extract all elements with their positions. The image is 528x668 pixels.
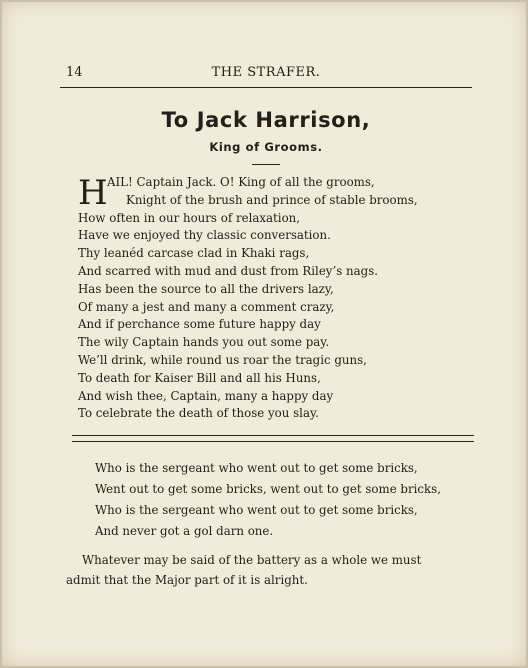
poem-line: And wish thee, Captain, many a happy day: [78, 388, 334, 403]
poem-line: And scarred with mud and dust from Riley’s nags.: [78, 263, 379, 278]
prose-line: admit that the Major part of it is alright.: [66, 573, 308, 587]
header-rule: [60, 87, 472, 88]
poem-line: We’ll drink, while round us roar the tragic guns,: [78, 352, 367, 367]
poem-line: AIL! Captain Jack. O! King of all the grooms,: [107, 175, 375, 189]
running-header: [60, 65, 472, 85]
verse-body: [95, 458, 495, 542]
poem-line: To death for Kaiser Bill and all his Huns,: [78, 370, 321, 385]
poem-title: To Jack Harrison,: [161, 108, 371, 132]
poem-line: Have we enjoyed thy classic conversation.: [78, 228, 331, 243]
prose-paragraph: [66, 550, 486, 590]
prose-line: Whatever may be said of the battery as a whole we must: [82, 553, 422, 567]
running-title: THE STRAFER.: [211, 65, 321, 80]
drop-cap: H: [78, 173, 108, 213]
verse-line: And never got a gol darn one.: [95, 524, 274, 538]
poem-line: To celebrate the death of those you slay.: [78, 406, 319, 421]
poem-line: Knight of the brush and prince of stable brooms,: [126, 192, 418, 207]
book-page: [2, 2, 526, 666]
verse-line: Who is the sergeant who went out to get some bricks,: [95, 503, 418, 517]
verse-line: Who is the sergeant who went out to get some bricks,: [95, 461, 418, 475]
page-number: 14: [66, 65, 83, 80]
poem-body: [78, 174, 478, 423]
verse-line: Went out to get some bricks, went out to get some bricks,: [95, 482, 441, 496]
poem-line: Thy leanéd carcase clad in Khaki rags,: [78, 246, 310, 261]
poem-line: The wily Captain hands you out some pay.: [78, 335, 330, 350]
title-divider: [252, 164, 280, 165]
poem-line: How often in our hours of relaxation,: [78, 210, 301, 225]
poem-subtitle: King of Grooms.: [209, 140, 323, 154]
section-double-rule: [72, 435, 474, 442]
poem-line: And if perchance some future happy day: [78, 317, 321, 332]
poem-line: Has been the source to all the drivers lazy,: [78, 281, 334, 296]
poem-line: Of many a jest and many a comment crazy,: [78, 299, 335, 314]
